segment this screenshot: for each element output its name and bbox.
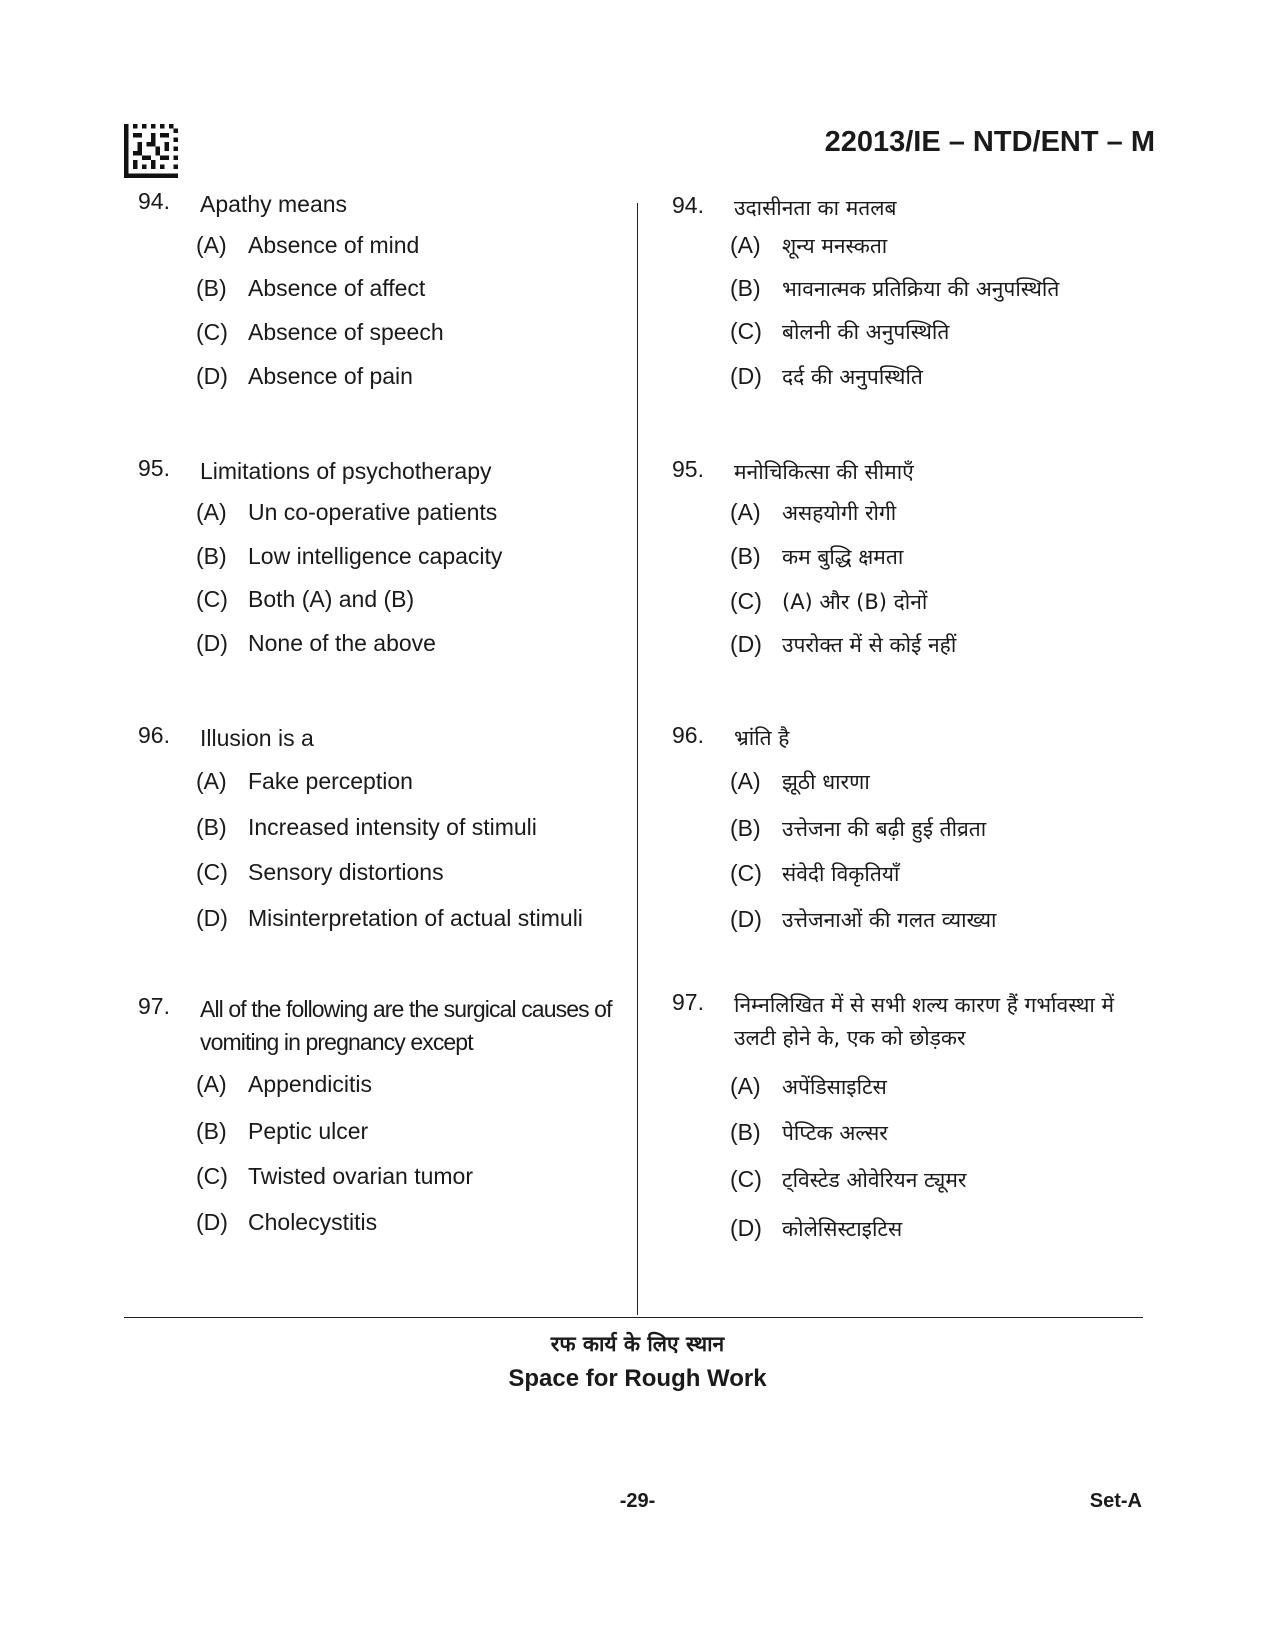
option-b[interactable] [730,275,1059,303]
option-label: (D) [730,631,762,657]
set-label: Set-A [1089,1490,1142,1512]
option-text: Peptic ulcer [248,1118,369,1144]
question-95-hi [672,456,1152,489]
option-text: Absence of mind [248,232,420,258]
option-label: (C) [730,1166,762,1192]
option-text: None of the above [248,630,436,656]
option-c[interactable] [196,319,444,346]
option-label: (A) [730,232,761,258]
option-text: अपेंडिसाइटिस [782,1075,887,1099]
option-d[interactable] [196,630,436,657]
rough-work-heading: Space for Rough Work [508,1365,767,1392]
option-text: (A) और (B) दोनों [782,590,928,614]
option-b[interactable] [196,543,502,570]
option-a[interactable] [730,499,896,527]
question-number: 94. [138,188,170,214]
option-label: (D) [196,905,228,931]
section-divider [124,1317,1143,1318]
option-text: Appendicitis [248,1071,373,1097]
column-divider [637,203,638,1315]
option-label: (D) [196,1209,228,1235]
option-label: (A) [730,768,761,794]
option-label: (B) [730,815,761,841]
option-label: (D) [730,363,762,389]
option-text: बोलनी की अनुपस्थिति [782,320,950,344]
option-a[interactable] [730,1073,887,1101]
option-b[interactable] [196,1118,368,1145]
option-text: पेप्टिक अल्सर [782,1121,888,1145]
option-c[interactable] [730,860,899,888]
option-text: Absence of pain [248,363,413,389]
option-label: (B) [196,543,227,569]
question-94-en [138,188,618,221]
question-number: 96. [138,722,170,748]
option-text: Cholecystitis [248,1209,378,1235]
question-text: निम्नलिखित में से सभी शल्य कारण हैं गर्भावस्था में उलटी होने के, एक को छोड़कर [734,993,1115,1050]
option-text: झूठी धारणा [782,770,870,794]
option-label: (C) [196,319,228,345]
option-label: (B) [730,275,761,301]
option-text: ट्विस्टेड ओवेरियन ट्यूमर [782,1168,967,1192]
option-text: कम बुद्धि क्षमता [782,545,904,569]
option-label: (A) [196,499,227,525]
question-text: मनोचिकित्सा की सीमाएँ [734,460,914,484]
question-text: Apathy means [200,191,348,217]
option-label: (A) [196,232,227,258]
option-text: Low intelligence capacity [248,543,503,569]
option-label: (C) [196,1163,228,1189]
question-96-en [138,722,618,755]
question-number: 97. [138,993,170,1019]
option-c[interactable] [196,586,414,613]
option-label: (A) [196,1071,227,1097]
question-number: 97. [672,989,704,1015]
question-95-en [138,455,618,488]
question-text: Illusion is a [200,725,314,751]
option-text: उत्तेजना की बढ़ी हुई तीव्रता [782,817,987,841]
option-text: Twisted ovarian tumor [248,1163,473,1189]
question-97-en [138,993,618,1059]
option-a[interactable] [196,232,419,259]
option-a[interactable] [196,499,497,526]
option-text: दर्द की अनुपस्थिति [782,365,923,389]
option-d[interactable] [196,363,413,390]
question-text: उदासीनता का मतलब [734,196,897,220]
option-c[interactable] [196,1163,473,1190]
option-label: (D) [196,363,228,389]
option-a[interactable] [196,768,413,795]
option-text: Misinterpretation of actual stimuli [248,905,583,931]
question-text: भ्रांति है [734,726,790,750]
option-d[interactable] [196,1209,377,1236]
question-number: 94. [672,192,704,218]
option-d[interactable] [730,906,997,934]
option-text: असहयोगी रोगी [782,501,897,525]
option-b[interactable] [730,543,903,571]
option-d[interactable] [730,363,923,391]
option-c[interactable] [730,588,927,616]
option-text: Fake perception [248,768,413,794]
paper-code: 22013/IE – NTD/ENT – M [824,126,1155,158]
option-text: कोलेसिस्टाइटिस [782,1217,903,1241]
option-c[interactable] [730,318,949,346]
option-text: Both (A) and (B) [248,586,415,612]
option-b[interactable] [730,815,986,843]
option-b[interactable] [730,1119,888,1147]
option-label: (D) [730,1215,762,1241]
question-number: 95. [138,455,170,481]
option-label: (B) [196,814,227,840]
option-d[interactable] [196,905,583,932]
question-text: All of the following are the surgical causes of vomiting in pregnancy except [200,996,612,1055]
question-text: Limitations of psychotherapy [200,458,492,484]
qr-code-icon [124,124,178,178]
option-c[interactable] [196,859,444,886]
option-label: (C) [730,318,762,344]
option-d[interactable] [730,1215,902,1243]
option-text: Un co-operative patients [248,499,498,525]
option-text: Absence of speech [248,319,444,345]
option-text: Absence of affect [248,275,426,301]
option-label: (A) [730,1073,761,1099]
question-number: 96. [672,722,704,748]
option-b[interactable] [196,275,425,302]
option-b[interactable] [196,814,537,841]
option-text: Sensory distortions [248,859,444,885]
option-label: (B) [730,543,761,569]
option-label: (D) [196,630,228,656]
option-d[interactable] [730,631,956,659]
question-97-hi [672,989,1152,1055]
option-label: (C) [196,586,228,612]
page-number: -29- [619,1490,656,1512]
option-label: (C) [196,859,228,885]
question-94-hi [672,192,1152,225]
option-a[interactable] [730,768,870,796]
option-label: (A) [196,768,227,794]
option-text: भावनात्मक प्रतिक्रिया की अनुपस्थिति [782,277,1060,301]
question-number: 95. [672,456,704,482]
rough-work-heading-hindi: रफ कार्य के लिए स्थान [550,1332,725,1356]
option-label: (D) [730,906,762,932]
option-text: उत्तेजनाओं की गलत व्याख्या [782,908,997,932]
option-a[interactable] [196,1071,372,1098]
option-label: (B) [196,1118,227,1144]
option-text: उपरोक्त में से कोई नहीं [782,633,957,657]
question-96-hi [672,722,1152,755]
option-label: (C) [730,588,762,614]
option-text: संवेदी विकृतियाँ [782,862,900,886]
option-label: (A) [730,499,761,525]
option-a[interactable] [730,232,887,260]
option-c[interactable] [730,1166,967,1194]
option-text: Increased intensity of stimuli [248,814,537,840]
option-label: (B) [196,275,227,301]
option-text: शून्य मनस्कता [782,234,888,258]
option-label: (B) [730,1119,761,1145]
option-label: (C) [730,860,762,886]
